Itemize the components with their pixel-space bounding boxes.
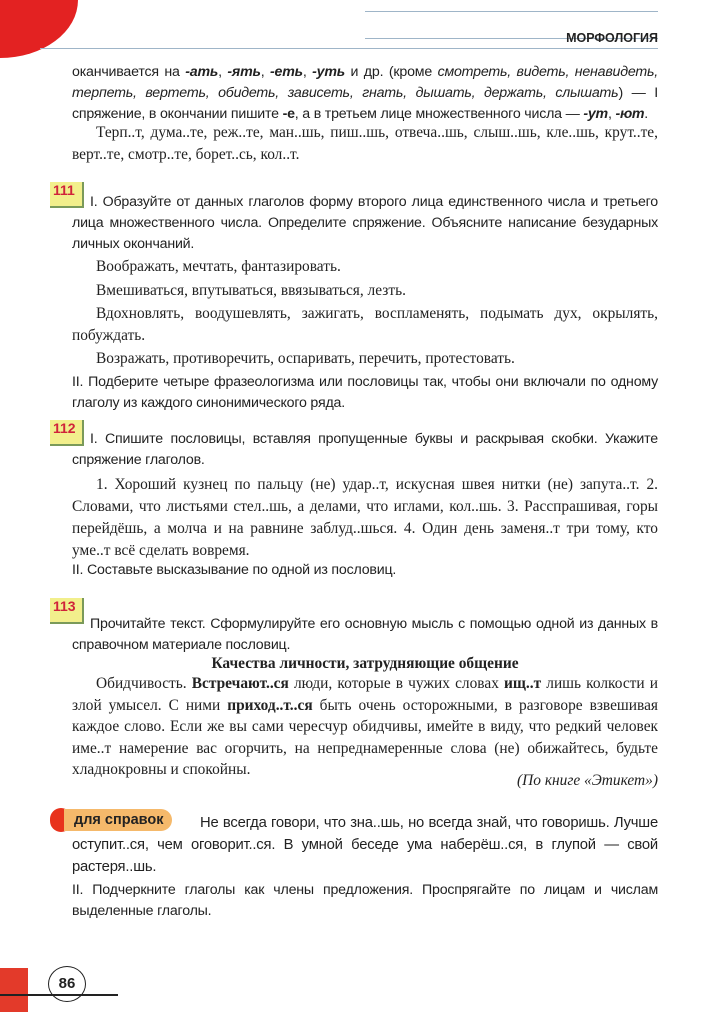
text-segment: -ать (185, 64, 219, 80)
word-row: Вдохновлять, воодушевлять, зажигать, воспламенять, подымать дух, окрылять, побуждать. (72, 305, 658, 344)
text-segment: ищ..т (504, 675, 542, 692)
text-segment: , (607, 106, 616, 122)
exercise-task: I. Образуйте от данных глаголов форму второго лица единственного числа и третьего лица множественного числа. Определите спряжение. Объясните написание безударных личных окончаний. (72, 194, 658, 252)
text-title: Качества личности, затрудняющие общение (211, 655, 519, 672)
text-segment: -е (282, 106, 295, 122)
section-title: МОРФОЛОГИЯ (566, 31, 658, 45)
text-segment: быть очень осторожными, в разговоре взвешивая каждое слово. Если же вы сами чересчур обидчивы, имейте в виду, что редкий человек име..т намерение вас огорчить, на непреднамеренные слова (не) обижайтесь, будьте хладнокровны и спокойны. (72, 696, 658, 778)
intro-exercise-words (72, 122, 658, 165)
reference-label: для справок (64, 809, 172, 831)
text-segment: -ять (227, 64, 261, 80)
exercise-task: I. Спишите пословицы, вставляя пропущенные буквы и раскрывая скобки. Укажите спряжение глаголов. (72, 431, 658, 468)
exercise-number: 112 (50, 420, 84, 446)
text-segment: и др. (кроме (345, 64, 438, 80)
word-row: Вмешиваться, впутываться, ввязываться, лезть. (96, 282, 406, 299)
text-body (72, 673, 658, 781)
text-segment: Терп..т, дума..те, реж..те, ман..шь, пиш..шь, отвеча..шь, слыш..шь, кле..шь, крут..те, верт..те, смотр..те, борет..сь, кол..т. (72, 124, 658, 163)
proverbs: 1. Хороший кузнец по пальцу (не) удар..т, искусная швея нитки (не) запута..т. 2. Словами, что листьями стел..шь, а делами, что иглами, кол..шь. 3. Расспрашивая, горы перейдёшь, а молча и на равнине заблуд..шься. 4. Один день заменя..т три тому, кто уме..т всё сделать вовремя. (72, 476, 658, 559)
header-rule (40, 48, 658, 49)
text-segment: , (260, 64, 271, 80)
text-segment: оканчивается на (72, 64, 186, 80)
text-segment: -ют (615, 106, 645, 122)
text-segment: люди, которые в чужих словах (288, 675, 505, 692)
header-rule (365, 11, 658, 12)
text-segment: Встречают..ся (191, 675, 289, 692)
text-segment: , (302, 64, 313, 80)
word-row: Воображать, мечтать, фантазировать. (96, 258, 341, 275)
reference-text: Не всегда говори, что зна..шь, но всегда знай, что говоришь. Лучше оступит..ся, чем оговорит..ся. В умной беседе ума наберёш..ся, в глупой — свой растеря..шь. (72, 815, 658, 875)
text-segment: , (218, 64, 228, 80)
exercise-task: Прочитайте текст. Сформулируйте его основную мысль с помощью одной из данных в справочном материале пословиц. (72, 616, 658, 653)
page-number: 86 (48, 966, 86, 1002)
text-segment: ) — I спряжение, в окончании пишите (72, 85, 658, 122)
text-segment: смотреть, видеть, ненавидеть, терпеть, вертеть, обидеть, зависеть, гнать, дышать, держать, слышать (72, 64, 659, 101)
exercise-task: II. Составьте высказывание по одной из пословиц. (72, 562, 397, 578)
text-segment: -уть (312, 64, 346, 80)
exercise-task: II. Подчеркните глаголы как члены предложения. Проспрягайте по лицам и числам выделенные глаголы. (72, 882, 658, 919)
text-segment: . (644, 106, 649, 122)
exercise-number: 113 (50, 598, 84, 624)
text-segment: приход..т..ся (227, 696, 313, 714)
text-segment: -еть (270, 64, 303, 80)
text-segment: , а в третьем лице множественного числа — (294, 106, 584, 122)
word-row: Возражать, противоречить, оспаривать, перечить, протестовать. (96, 350, 515, 367)
exercise-task: II. Подберите четыре фразеологизма или пословицы так, чтобы они включали по одному глаголу из каждого синонимического ряда. (72, 374, 658, 411)
text-source: (По книге «Этикет») (517, 772, 658, 789)
text-segment: лишь колкости и злой умысел. С ними (72, 675, 658, 714)
text-segment: Обидчивость. (96, 675, 192, 692)
footer-red-block (0, 968, 28, 1012)
text-segment: -ут (583, 106, 608, 122)
corner-decoration (0, 0, 78, 58)
exercise-number: 111 (50, 182, 84, 208)
intro-rule-text (72, 62, 658, 125)
